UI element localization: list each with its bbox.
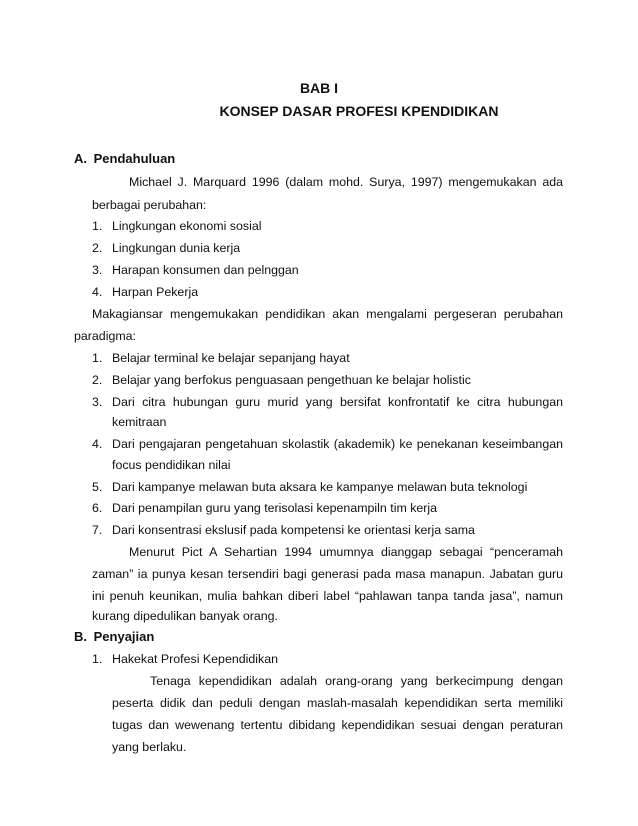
list-item-continuation: focus pendidikan nilai xyxy=(112,458,231,472)
list-item: Belajar terminal ke belajar sepanjang hayat xyxy=(112,351,350,365)
list-number: 5. xyxy=(92,480,103,494)
chapter-label: BAB I xyxy=(299,80,339,96)
list-item: Dari citra hubungan guru murid yang bersifat konfrontatif ke citra hubungan xyxy=(112,395,563,409)
paragraph-line: peserta didik dan peduli dengan maslah-masalah kependidikan serta memiliki xyxy=(112,696,563,710)
list-item: Harapan konsumen dan pelnggan xyxy=(112,263,299,277)
paragraph-line: Makagiansar mengemukakan pendidikan akan mengalami pergeseran perubahan xyxy=(92,307,563,321)
list-number: 4. xyxy=(92,285,103,299)
section-letter: A. xyxy=(74,151,87,166)
list-item: Dari penampilan guru yang terisolasi kepenampiln tim kerja xyxy=(112,501,438,515)
list-item: Lingkungan dunia kerja xyxy=(112,241,241,255)
list-number: 1. xyxy=(92,652,103,666)
paragraph-line: yang berlaku. xyxy=(112,740,187,754)
paragraph-line: Tenaga kependidikan adalah orang-orang yang berkecimpung dengan xyxy=(150,674,563,688)
list-number: 1. xyxy=(92,351,103,365)
list-number: 3. xyxy=(92,395,103,409)
paragraph-line: ini penuh keunikan, mulia bahkan diberi label “pahlawan tanpa tanda jasa”, namun xyxy=(92,589,563,603)
list-item: Lingkungan ekonomi sosial xyxy=(112,219,262,233)
paragraph-line: tugas dan wewenang tertentu dibidang kependidikan sesuai dengan peraturan xyxy=(112,718,563,732)
list-number: 7. xyxy=(92,523,103,537)
section-a-heading xyxy=(74,151,175,166)
section-letter: B. xyxy=(74,629,87,644)
list-item: Dari kampanye melawan buta aksara ke kampanye melawan buta teknologi xyxy=(112,480,528,494)
paragraph-line: paradigma: xyxy=(74,329,136,343)
list-number: 4. xyxy=(92,437,103,451)
list-item: Belajar yang berfokus penguasaan pengethuan ke belajar holistic xyxy=(112,373,471,387)
list-number: 6. xyxy=(92,501,103,515)
section-title: Penyajian xyxy=(93,629,155,644)
list-number: 2. xyxy=(92,373,103,387)
paragraph-line: Menurut Pict A Sehartian 1994 umumnya dianggap sebagai “penceramah xyxy=(129,545,563,559)
document-title: KONSEP DASAR PROFESI KPENDIDIKAN xyxy=(219,103,499,119)
paragraph-line: berbagai perubahan: xyxy=(92,198,207,212)
list-item-continuation: kemitraan xyxy=(112,415,167,429)
paragraph-line: Michael J. Marquard 1996 (dalam mohd. Surya, 1997) mengemukakan ada xyxy=(129,175,563,189)
section-b-heading xyxy=(74,629,154,644)
section-title: Pendahuluan xyxy=(93,151,176,166)
list-item: Harpan Pekerja xyxy=(112,285,199,299)
subsection-title: Hakekat Profesi Kependidikan xyxy=(112,652,278,666)
paragraph-line: kurang dipedulikan banyak orang. xyxy=(92,609,278,623)
list-item: Dari pengajaran pengetahuan skolastik (akademik) ke penekanan keseimbangan xyxy=(112,437,563,451)
list-item: Dari konsentrasi ekslusif pada kompetensi ke orientasi kerja sama xyxy=(112,523,475,537)
list-number: 2. xyxy=(92,241,103,255)
list-number: 3. xyxy=(92,263,103,277)
list-number: 1. xyxy=(92,219,103,233)
paragraph-line: zaman” ia punya kesan tersendiri bagi generasi pada masa manapun. Jabatan guru xyxy=(92,567,563,581)
